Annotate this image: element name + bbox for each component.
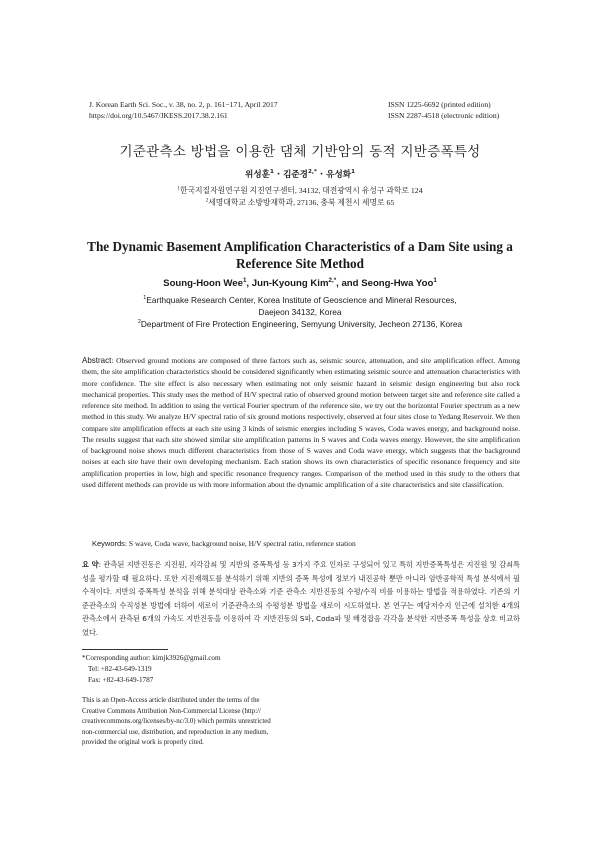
author-name: 위성훈 — [245, 170, 270, 180]
license-line: Creative Commons Attribution Non-Commercial License (http:// — [82, 707, 261, 715]
summary-text: : 관측된 지반진동은 지진원, 지각감쇠 및 지반의 증폭특성 등 3가지 주요 인자로 구성되어 있고 특히 지반증폭특성은 지진원 및 감쇠특성을 평가할 때 필요하다. 또한 지진재해도를 분석하기 위해 지반의 증폭 특성에 정보가 내진공학 뿐만 아니라 암반공학적 특성 분석에서 필수적이다. 지반의 증폭특성 분석을 위해 분석대상 관측소와 기준 관측소 지반진동의 수평/수직 비를 이용하는 방법을 적용하였다. 기존의 기준관측소의 수직성분 방법에 더하여 새로이 기준관측소의 수평성분 방법을 새로이 시도하였다. 본 연구는 예당저수지 인근에 설치한 4개의 관측소에서 관측된 6개의 가속도 지반진동을 이용하여 각 지반진동의 S파, Coda파 및 배경잡음 각각을 분석한 지반증폭 특성을 상호 비교하였다. — [82, 560, 520, 637]
affiliation-mark: 1 — [177, 185, 180, 192]
paper-title-korean: 기준관측소 방법을 이용한 댐체 기반암의 동적 지반증폭특성 — [119, 144, 481, 160]
running-header-right — [388, 99, 499, 121]
author-separator: · — [273, 170, 284, 180]
author-separator: , — [246, 278, 252, 289]
keywords — [92, 539, 520, 548]
affiliation-line: Daejeon 34132, Korea — [258, 307, 342, 317]
corresponding-author-footnote — [82, 653, 221, 686]
affiliation-text: Earthquake Research Center, Korea Institute of Geoscience and Mineral Resources, — [146, 295, 457, 305]
affiliation-line — [90, 318, 510, 330]
affiliation-text: 세명대학교 소방방재학과, 27136, 충북 제천시 세명로 65 — [208, 198, 395, 207]
affiliation-mark: 1 — [143, 295, 147, 302]
author-affiliation-mark: 2,* — [328, 276, 337, 284]
affiliation-line — [0, 185, 600, 197]
issn-print: ISSN 1225-6692 (printed edition) — [388, 100, 491, 109]
author-affiliation-mark: 1 — [269, 169, 274, 176]
license-notice — [82, 696, 297, 749]
abstract — [82, 355, 520, 490]
license-line: This is an Open-Access article distributed under the terms of the — [82, 697, 260, 704]
paper-title-english — [60, 238, 540, 272]
tel-number: Tel: +82-43-649-1319 — [88, 665, 152, 673]
journal-citation: J. Korean Earth Sci. Soc., v. 38, no. 2, p. 161−171, April 2017 — [89, 100, 278, 109]
keywords-label: Keywords — [92, 539, 125, 548]
abstract-text: : Observed ground motions are composed of three factors such as, seismic source, attenuation, and site amplification effect. Among them, the site amplification characteristics should be considered significantly when estimating seismic source and attenuation characteristics with more confidence. The site effect is also necessary when estimating not only seismic hazard in seismic design engineering but also rock mechanical properties. This study uses the method of H/V spectral ratio of observed ground motion between target site and reference site called a reference site method. In addition to using the vertical Fourier spectrum of the reference site, we try out the horizontal Fourier spectrum as a new method in this study. We analyze H/V spectral ratio of six ground motions respectively, observed at four sites close to Yedang Reservoir. We then compare site amplification effects at each site using 3 kinds of seismic energies including S waves, Coda waves energy, and background noise. The results suggest that each site showed similar site amplification patterns in S waves and Coda waves energy. However, the site amplification of background noise shows much different characteristics from those of S waves and Coda wave energy, which suggests that the background noises at each site have their own developing mechanism. Each station shows its own characteristics of specific resonance frequency and site amplification properties in low, high and specific resonance frequency ranges. Comparison of the method used in this study to the others that used different methods can provide us with more information about the dynamic amplification of a site characteristics and site classification. — [82, 356, 520, 489]
summary-korean — [82, 558, 520, 640]
author-separator: , and — [336, 278, 362, 289]
authors-korean — [0, 168, 600, 180]
issn-electronic: ISSN 2287-4518 (electronic edition) — [388, 111, 500, 120]
author-separator: · — [316, 170, 327, 180]
affiliations-english — [90, 294, 510, 330]
doi-link[interactable]: https://doi.org/10.5467/JKESS.2017.38.2.161 — [89, 111, 228, 120]
fax-number: Fax: +82-43-649-1787 — [88, 676, 154, 684]
keywords-text: : S wave, Coda wave, background noise, H/V spectral ratio, reference station — [124, 539, 356, 548]
author-name: Jun-Kyoung Kim — [251, 278, 329, 289]
abstract-label: Abstract — [82, 356, 112, 365]
corresponding-email[interactable]: *Corresponding author: kimjk3926@gmail.com — [82, 654, 221, 662]
authors-english — [0, 278, 600, 289]
author-name: 김준경 — [283, 170, 308, 180]
affiliation-line — [0, 197, 600, 209]
title-line: Reference Site Method — [236, 256, 364, 271]
license-line: provided the original work is properly cited. — [82, 739, 204, 746]
summary-label: 요 약 — [82, 560, 99, 569]
title-line: The Dynamic Basement Amplification Characteristics of a Dam Site using a — [87, 239, 513, 254]
affiliation-line — [90, 294, 510, 306]
affiliation-mark: 2 — [137, 319, 141, 326]
author-affiliation-mark: 2,* — [307, 169, 317, 176]
affiliations-korean — [0, 185, 600, 209]
license-line: creativecommons.org/licenses/by-nc/3.0) which permits unrestricted — [82, 718, 271, 725]
author-affiliation-mark: 1 — [351, 169, 355, 176]
author-name: 유성화 — [326, 170, 352, 180]
author-name: Soung-Hoon Wee — [163, 278, 243, 289]
footnote-divider — [82, 649, 168, 650]
author-name: Seong-Hwa Yoo — [361, 278, 434, 289]
license-line: non-commercial use, distribution, and reproduction in any medium, — [82, 728, 269, 736]
affiliation-text: Department of Fire Protection Engineering, Semyung University, Jecheon 27136, Korea — [140, 319, 463, 329]
author-affiliation-mark: 1 — [433, 276, 437, 284]
affiliation-mark: 2 — [205, 197, 209, 204]
running-header-left — [89, 99, 278, 121]
author-affiliation-mark: 1 — [242, 276, 247, 284]
affiliation-text: 한국지질자원연구원 지진연구센터, 34132, 대전광역시 유성구 과학로 124 — [179, 186, 423, 195]
